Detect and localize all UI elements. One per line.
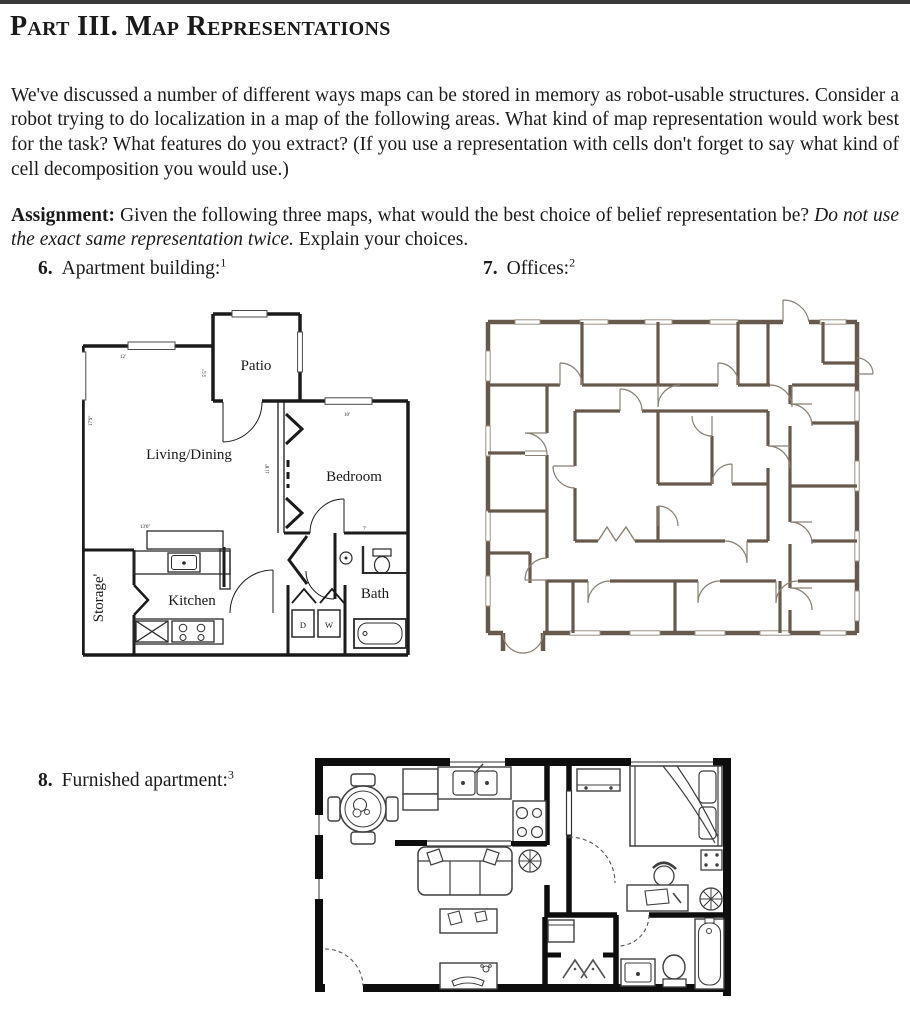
dryer-label: D <box>299 620 307 630</box>
item-6-label: Apartment building: <box>61 258 221 279</box>
patio-label: Patio <box>240 358 272 374</box>
dim-bath-top: 7' <box>363 527 367 532</box>
assignment-paragraph <box>11 204 899 254</box>
furnished-kitchen <box>395 764 547 846</box>
dim-patio-side: 5'5" <box>203 369 208 377</box>
washer-label: W <box>324 620 334 630</box>
office-interior-walls <box>488 322 857 633</box>
bath-label: Bath <box>360 586 390 602</box>
item-8-heading <box>38 767 234 792</box>
dim-kitchen-top: 13'6" <box>140 525 151 530</box>
item-7-label: Offices: <box>506 258 570 279</box>
bedroom-label: Bedroom <box>326 469 382 485</box>
page-title: Part III. Map Representations <box>10 11 391 42</box>
furnished-apartment-plan <box>315 757 731 997</box>
apartment-dimension-labels <box>89 355 367 532</box>
dim-living-left: 17'9" <box>89 415 94 426</box>
page-top-edge <box>0 0 910 4</box>
intro-paragraph: We've discussed a number of different ways maps can be stored in memory as robot-usable structures. Consider a robot trying to do localization in a map of the following areas. What kind of map representation would work best for the task? What features do you extract? (If you use a representation with cells don't forget to say what kind of cell decomposition you would use.) <box>11 84 899 181</box>
offices-floor-plan <box>480 296 876 654</box>
item-6-heading <box>38 255 227 280</box>
item-7-number: 7. <box>483 258 498 279</box>
item-6-number: 6. <box>38 258 53 279</box>
furnished-bedroom <box>577 766 722 911</box>
item-6-footnote: 1 <box>220 255 227 270</box>
item-8-number: 8. <box>38 770 53 791</box>
assignment-text-2: Explain your choices. <box>293 229 469 251</box>
assignment-label: Assignment: <box>11 204 116 226</box>
storage-label: Storage' <box>91 573 107 623</box>
item-8-footnote: 3 <box>227 767 234 782</box>
living-dining-label: Living/Dining <box>146 447 232 463</box>
office-door-arcs <box>503 300 873 653</box>
dim-bedroom-top: 10' <box>344 413 350 418</box>
furnished-bathroom <box>548 918 724 989</box>
furnished-dining-set <box>328 774 398 844</box>
kitchen-label: Kitchen <box>168 593 216 609</box>
item-7-footnote: 2 <box>569 255 576 270</box>
apartment-hall-doors <box>134 401 344 615</box>
dim-living-top: 12' <box>120 355 126 360</box>
item-7-heading <box>483 255 576 280</box>
apartment-kitchen-fixtures <box>134 531 230 644</box>
assignment-text-italic: Do not use the exact same representation twice. <box>11 204 900 251</box>
apartment-floor-plan <box>82 302 410 659</box>
dim-hall-side: 11'8" <box>266 463 271 474</box>
assignment-text-1: Given the following three maps, what would the best choice of belief representation be? <box>115 204 815 226</box>
apartment-interior-walls <box>83 533 408 655</box>
furnished-living-room <box>418 847 541 989</box>
item-8-label: Furnished apartment: <box>61 770 228 791</box>
